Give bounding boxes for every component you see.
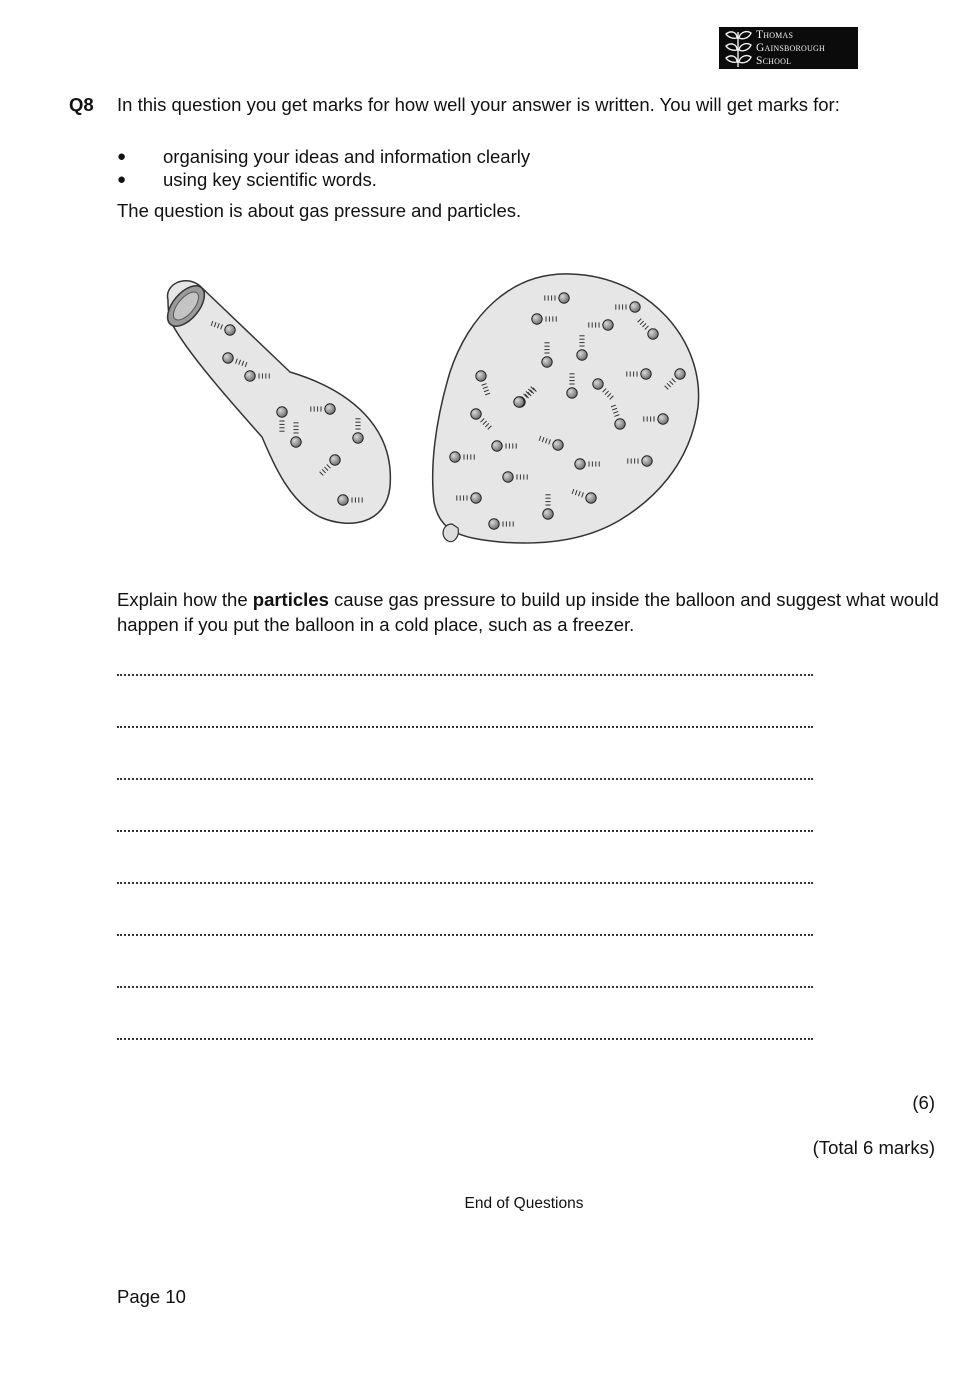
particle (559, 293, 569, 303)
school-logo (719, 27, 858, 69)
particle (338, 495, 348, 505)
task-text-end: cause gas pressure to build up inside the balloon and suggest what would happen if you put the balloon in a cold place, such as a freezer. (117, 589, 939, 635)
particle (641, 369, 651, 379)
particle (277, 407, 287, 417)
particle (245, 371, 255, 381)
answer-line[interactable] (117, 1038, 813, 1040)
particle (514, 397, 524, 407)
answer-line[interactable] (117, 830, 813, 832)
answer-line[interactable] (117, 778, 813, 780)
answer-line[interactable] (117, 882, 813, 884)
particle (476, 371, 486, 381)
marking-criteria-list (117, 145, 530, 191)
particle (325, 404, 335, 414)
particle (603, 320, 613, 330)
inflated-balloon (433, 274, 699, 543)
particle (658, 414, 668, 424)
particle (553, 440, 563, 450)
particle (543, 509, 553, 519)
balloon-particles-illustration (150, 262, 710, 552)
particle (630, 302, 640, 312)
particle (450, 452, 460, 462)
leaf-emblem-icon (723, 28, 753, 68)
particle (492, 441, 502, 451)
answer-line[interactable] (117, 934, 813, 936)
particle (642, 456, 652, 466)
particle (353, 433, 363, 443)
particle (471, 409, 481, 419)
particle (489, 519, 499, 529)
question-intro: In this question you get marks for how well your answer is written. You will get marks for: (117, 94, 840, 115)
bullet-icon: ● (117, 171, 127, 188)
list-item-text: using key scientific words. (163, 169, 377, 190)
bullet-icon: ● (117, 148, 127, 165)
particle (291, 437, 301, 447)
particle (532, 314, 542, 324)
particle (577, 350, 587, 360)
list-item (117, 145, 530, 168)
answer-line[interactable] (117, 726, 813, 728)
particle (503, 472, 513, 482)
question-marks: (6) (912, 1092, 935, 1113)
particle (586, 493, 596, 503)
particle (471, 493, 481, 503)
particle (593, 379, 603, 389)
end-of-questions: End of Questions (464, 1195, 584, 1212)
answer-line[interactable] (117, 674, 813, 676)
deflated-balloon (161, 279, 391, 523)
particle (575, 459, 585, 469)
question-task (117, 588, 947, 637)
question-number: Q8 (69, 94, 94, 115)
list-item-text: organising your ideas and information clearly (163, 146, 531, 167)
total-marks: (Total 6 marks) (812, 1137, 935, 1158)
logo-line-2: Gainsborough (756, 41, 825, 54)
particle (223, 353, 233, 363)
task-text-start: Explain how the (117, 589, 253, 610)
particle (567, 388, 577, 398)
task-keyword: particles (252, 589, 329, 610)
logo-line-1: Thomas (756, 28, 794, 41)
particle (330, 455, 340, 465)
particle (542, 357, 552, 367)
question-subject: The question is about gas pressure and particles. (117, 200, 522, 221)
particle (675, 369, 685, 379)
particle (648, 329, 658, 339)
particle (615, 419, 625, 429)
particle (225, 325, 235, 335)
answer-line[interactable] (117, 986, 813, 988)
page-number: Page 10 (117, 1286, 186, 1307)
list-item (117, 168, 530, 191)
logo-line-3: School (756, 54, 792, 67)
